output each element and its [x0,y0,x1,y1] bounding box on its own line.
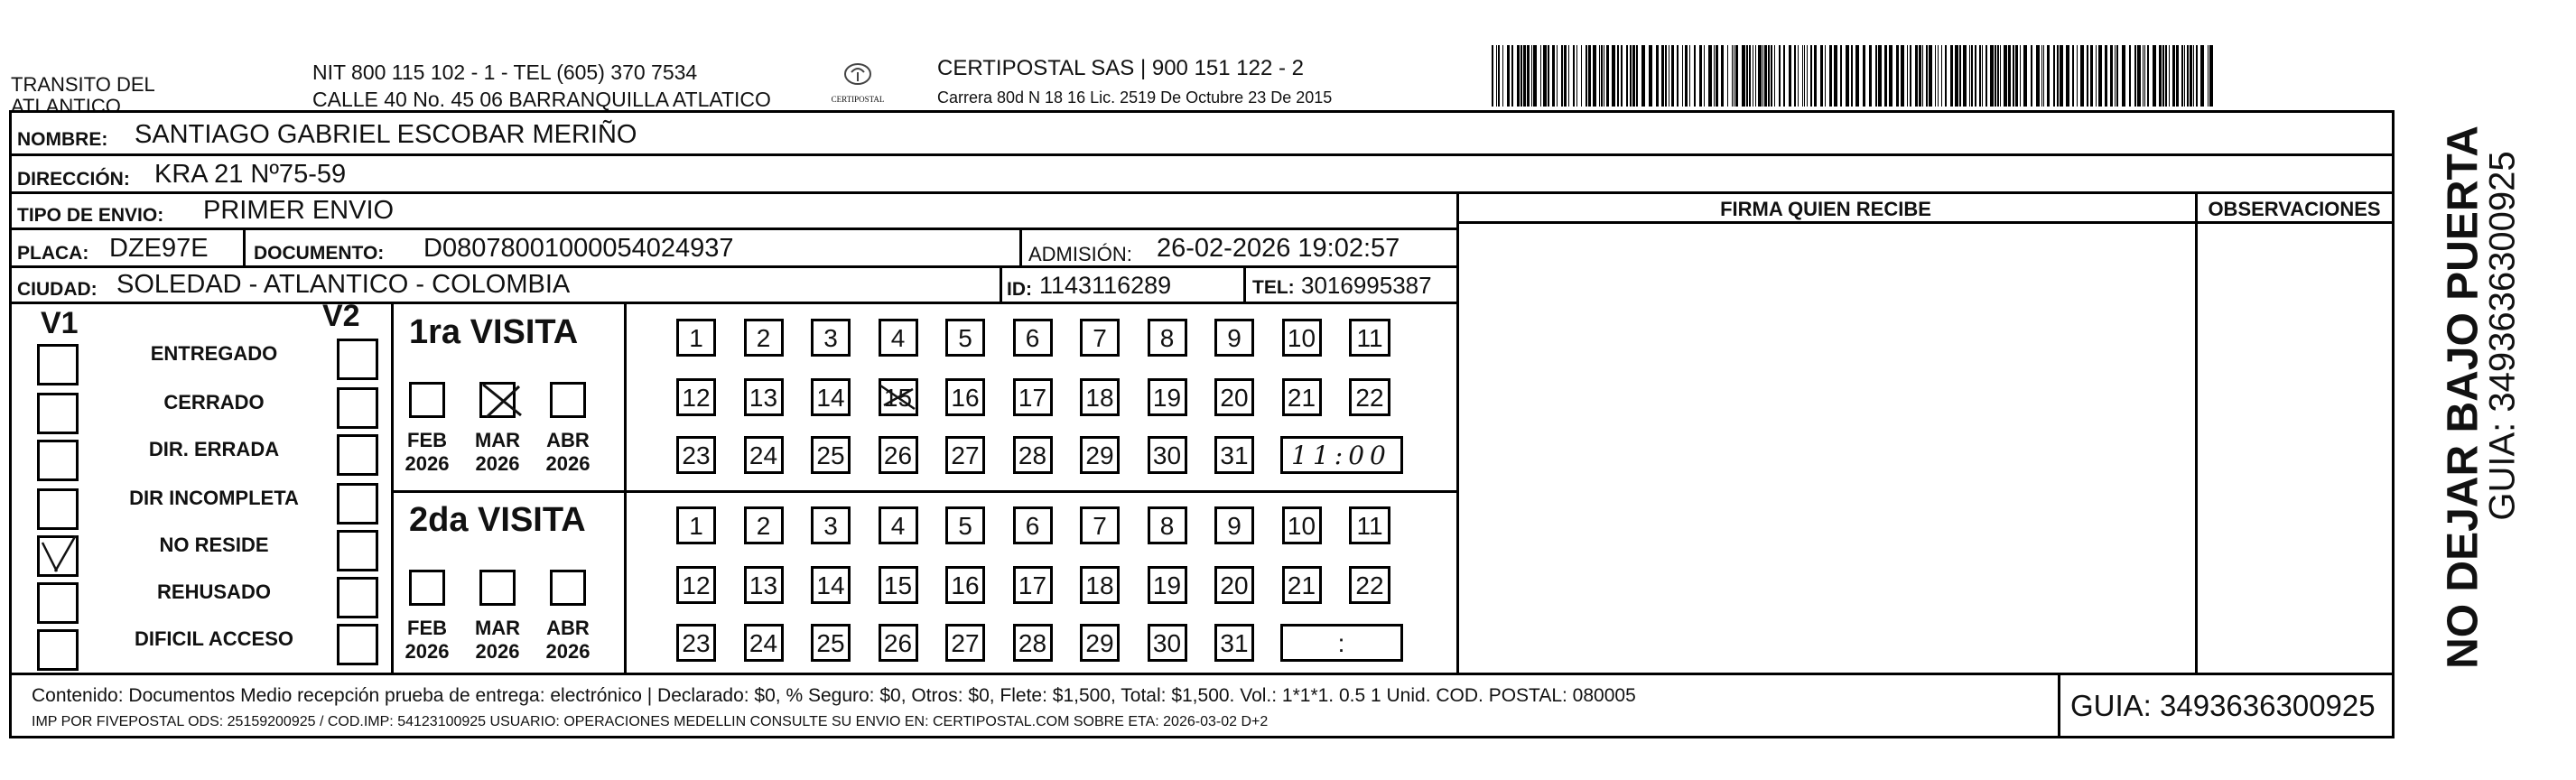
nombre-label: NOMBRE: [17,129,108,150]
first-day-10[interactable]: 10 [1282,319,1322,357]
org-name-line1: TRANSITO DEL [11,73,155,96]
placa-label: PLACA: [17,243,89,264]
placa-value: DZE97E [109,234,209,263]
first-day-22[interactable]: 22 [1349,378,1390,416]
first-day-4[interactable]: 4 [879,319,918,357]
first-day-19[interactable]: 19 [1148,378,1187,416]
v2-label: V2 [322,299,360,333]
documento-value: D08078001000054024937 [423,234,734,263]
v2-checkbox-3[interactable] [337,434,378,476]
status-label-1: ENTREGADO [150,342,278,365]
first-month-checkbox-abr[interactable] [550,382,586,418]
second-day-6[interactable]: 6 [1013,506,1053,544]
divider-admision [1019,230,1022,268]
side-guia: GUIA: 3493636300925 [2482,151,2523,521]
second-day-7[interactable]: 7 [1080,506,1120,544]
second-day-17[interactable]: 17 [1013,566,1053,604]
v1-checkbox-5[interactable] [37,535,79,577]
first-day-30[interactable]: 30 [1148,436,1187,474]
month-name: FEB [407,429,447,451]
carrier-info [937,56,1332,107]
direccion-value: KRA 21 Nº75-59 [154,160,347,189]
second-day-5[interactable]: 5 [945,506,985,544]
status-label-5: NO RESIDE [159,534,269,556]
org-name-line2: ATLANTICO [11,95,121,117]
id-label: ID: [1007,279,1032,300]
v2-checkbox-1[interactable] [337,339,378,380]
first-day-20[interactable]: 20 [1214,378,1254,416]
firma-header: FIRMA QUIEN RECIBE [1720,198,1931,220]
second-day-8[interactable]: 8 [1148,506,1187,544]
status-label-2: CERRADO [163,391,265,413]
sender-address: CALLE 40 No. 45 06 BARRANQUILLA ATLATICO [312,88,771,111]
second-day-21[interactable]: 21 [1282,566,1322,604]
month-name: MAR [474,429,521,451]
row-ciudad [12,268,1456,304]
second-day-24[interactable]: 24 [744,624,784,662]
first-day-27[interactable]: 27 [945,436,985,474]
first-day-14[interactable]: 14 [811,378,851,416]
row-placa [12,230,1456,268]
imp-text: IMP POR FIVEPOSTAL ODS: 25159200925 / COD.IMP: 54123100925 USUARIO: OPERACIONES MEDELLIN CONSULTE SU ENVIO EN: CERTIPOSTAL.COM SOBRE ETA: 2026-03-02 D+2 [32,714,1269,729]
nombre-value: SANTIAGO GABRIEL ESCOBAR MERIÑO [135,120,637,149]
v1-checkbox-3[interactable] [37,440,79,481]
second-day-14[interactable]: 14 [811,566,851,604]
id-value: 1143116289 [1039,272,1172,299]
tel-value: 3016995387 [1301,272,1432,299]
month-name: ABR [546,429,590,451]
first-day-7[interactable]: 7 [1080,319,1120,357]
month-name: FEB [407,617,447,639]
second-day-2[interactable]: 2 [744,506,784,544]
second-day-18[interactable]: 18 [1080,566,1120,604]
first-day-5[interactable]: 5 [945,319,985,357]
second-month-checkbox-feb[interactable] [409,570,445,606]
first-day-12[interactable]: 12 [676,378,716,416]
tel-label: TEL: [1252,277,1295,298]
divider-visits [391,490,1456,493]
month-year: 2026 [405,452,450,475]
divider-tel [1243,268,1246,304]
first-day-1[interactable]: 1 [676,319,716,357]
divider-guia [2058,673,2060,736]
sender-info [312,61,771,110]
month-name: ABR [546,617,590,639]
first-day-31[interactable]: 31 [1214,436,1254,474]
first-day-28[interactable]: 28 [1013,436,1053,474]
second-day-29[interactable]: 29 [1080,624,1120,662]
first-day-8[interactable]: 8 [1148,319,1187,357]
second-day-4[interactable]: 4 [879,506,918,544]
first-day-3[interactable]: 3 [811,319,851,357]
contenido-text: Contenido: Documentos Medio recepción prueba de entrega: electrónico | Declarado: $0, % Seguro: $0, Otros: $0, Flete: $1,500, Total: $1,500. Vol.: 1*1*1. 0.5 1 Unid. COD. POSTAL: 080005 [32,685,1636,706]
v2-checkbox-7[interactable] [337,624,378,665]
first-day-21[interactable]: 21 [1282,378,1322,416]
first-day-17[interactable]: 17 [1013,378,1053,416]
first-day-6[interactable]: 6 [1013,319,1053,357]
second-time-box[interactable]: : [1280,624,1403,662]
first-time-box[interactable]: 11:00 [1280,436,1403,474]
second-day-12[interactable]: 12 [676,566,716,604]
row-nombre [12,113,2392,156]
second-day-1[interactable]: 1 [676,506,716,544]
side-warning: NO DEJAR BAJO PUERTA [2439,125,2488,669]
logo-icon [840,61,876,90]
second-month-label-feb [398,617,456,664]
admision-value: 26-02-2026 19:02:57 [1157,234,1400,263]
divider-id [1000,268,1002,304]
second-day-23[interactable]: 23 [676,624,716,662]
second-day-16[interactable]: 16 [945,566,985,604]
second-day-19[interactable]: 19 [1148,566,1187,604]
month-year: 2026 [475,640,520,663]
v1-checkbox-4[interactable] [37,488,79,530]
second-day-10[interactable]: 10 [1282,506,1322,544]
first-day-26[interactable]: 26 [879,436,918,474]
guia-box-value: GUIA: 3493636300925 [2070,689,2376,722]
second-day-31[interactable]: 31 [1214,624,1254,662]
visit-section [12,299,1456,673]
second-month-label-abr [539,617,597,664]
status-label-7: DIFICIL ACCESO [134,627,293,650]
first-day-25[interactable]: 25 [811,436,851,474]
first-day-15[interactable]: 15 [879,378,918,416]
first-month-label-mar [469,429,526,476]
divider-observaciones [2195,194,2198,673]
firma-header-line [1456,221,2392,224]
observaciones-header: OBSERVACIONES [2208,198,2381,220]
status-label-6: REHUSADO [157,580,271,603]
v1-checkbox-2[interactable] [37,393,79,434]
barcode [1492,45,2221,107]
second-month-label-mar [469,617,526,664]
v2-checkbox-2[interactable] [337,387,378,429]
second-month-checkbox-mar[interactable] [479,570,516,606]
row-tipo [12,194,1456,230]
v2-checkbox-6[interactable] [337,577,378,618]
first-month-checkbox-feb[interactable] [409,382,445,418]
second-day-3[interactable]: 3 [811,506,851,544]
v1-checkbox-7[interactable] [37,629,79,671]
v1-checkbox-6[interactable] [37,582,79,624]
divider-status [391,304,394,673]
first-day-18[interactable]: 18 [1080,378,1120,416]
first-day-23[interactable]: 23 [676,436,716,474]
first-day-2[interactable]: 2 [744,319,784,357]
second-day-30[interactable]: 30 [1148,624,1187,662]
carrier-name: CERTIPOSTAL SAS | 900 151 122 - 2 [937,56,1304,80]
first-day-13[interactable]: 13 [744,378,784,416]
first-day-16[interactable]: 16 [945,378,985,416]
second-month-checkbox-abr[interactable] [550,570,586,606]
second-day-13[interactable]: 13 [744,566,784,604]
month-year: 2026 [405,640,450,663]
v2-checkbox-5[interactable] [337,530,378,571]
status-label-4: DIR INCOMPLETA [129,487,299,509]
second-day-28[interactable]: 28 [1013,624,1053,662]
first-day-11[interactable]: 11 [1349,319,1390,357]
second-day-9[interactable]: 9 [1214,506,1254,544]
second-visit-title: 2da VISITA [409,501,586,539]
ciudad-label: CIUDAD: [17,279,98,300]
second-day-15[interactable]: 15 [879,566,918,604]
second-day-20[interactable]: 20 [1214,566,1254,604]
first-month-label-feb [398,429,456,476]
second-day-11[interactable]: 11 [1349,506,1390,544]
divider-placa [243,230,246,268]
divider-calendar [624,304,627,673]
admision-label: ADMISIÓN: [1028,243,1132,265]
first-month-label-abr [539,429,597,476]
second-day-27[interactable]: 27 [945,624,985,662]
documento-label: DOCUMENTO: [254,243,385,264]
first-month-checkbox-mar[interactable] [479,382,516,418]
status-label-3: DIR. ERRADA [148,438,280,460]
direccion-label: DIRECCIÓN: [17,169,130,190]
footer-line [12,673,2392,675]
month-year: 2026 [475,452,520,475]
logo-text: CERTIPOSTAL [831,95,885,104]
barcode-graphic [1492,45,2221,107]
month-year: 2026 [545,452,591,475]
second-day-26[interactable]: 26 [879,624,918,662]
v1-checkbox-1[interactable] [37,344,79,385]
tipo-value: PRIMER ENVIO [203,196,395,225]
v1-label: V1 [41,306,79,340]
divider-firma [1456,194,1459,673]
row-direccion [12,156,2392,194]
sender-nit: NIT 800 115 102 - 1 - TEL (605) 370 7534 [312,60,698,84]
second-day-25[interactable]: 25 [811,624,851,662]
tipo-label: TIPO DE ENVIO: [17,205,164,226]
month-name: MAR [474,617,521,639]
carrier-license: Carrera 80d N 18 16 Lic. 2519 De Octubre 23 De 2015 [937,88,1333,107]
first-day-9[interactable]: 9 [1214,319,1254,357]
month-year: 2026 [545,640,591,663]
first-day-29[interactable]: 29 [1080,436,1120,474]
second-day-22[interactable]: 22 [1349,566,1390,604]
first-day-24[interactable]: 24 [744,436,784,474]
v2-checkbox-4[interactable] [337,483,378,525]
ciudad-value: SOLEDAD - ATLANTICO - COLOMBIA [116,270,571,299]
first-visit-title: 1ra VISITA [409,313,579,351]
delivery-form [9,110,2395,738]
certipostal-logo [813,61,903,104]
